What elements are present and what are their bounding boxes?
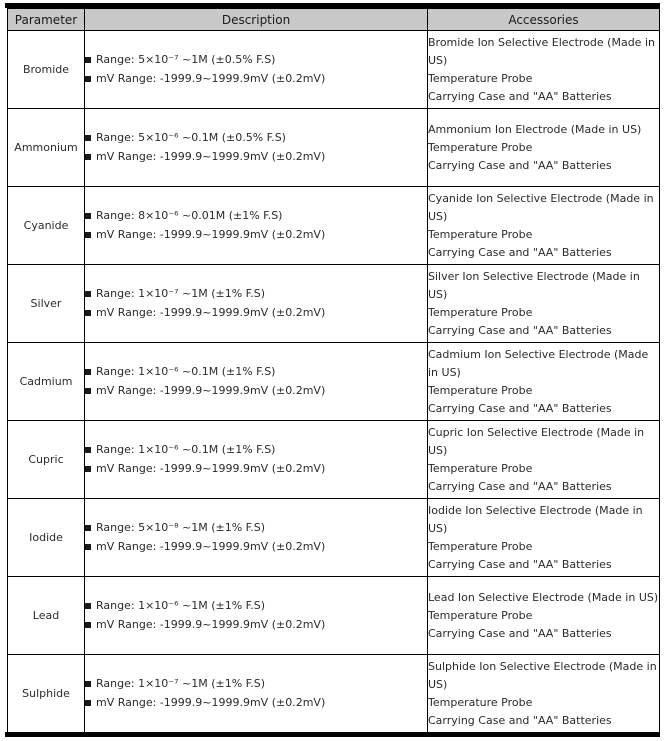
header-description: Description (85, 9, 428, 31)
accessory-item: Carrying Case and "AA" Batteries (428, 323, 612, 337)
bullet-square-icon (85, 232, 91, 238)
table-body (8, 31, 660, 733)
bottom-rule (5, 732, 660, 737)
accessory-item: Carrying Case and "AA" Batteries (428, 626, 612, 640)
bullet-square-icon (85, 135, 91, 141)
parameter-label: Ammonium (14, 141, 78, 154)
accessory-item: Silver Ion Selective Electrode (Made in US) (428, 269, 640, 301)
range-line (85, 521, 427, 535)
accessories-cell (428, 187, 660, 265)
accessory-item: Temperature Probe (428, 539, 533, 553)
mv-range-line (85, 306, 427, 320)
accessory-item: Temperature Probe (428, 695, 533, 709)
parameter-label: Cyanide (23, 219, 69, 232)
mv-range-line (85, 228, 427, 242)
accessory-item: Temperature Probe (428, 608, 533, 622)
parameter-label: Bromide (22, 63, 70, 76)
ise-spec-table (7, 8, 660, 733)
bullet-square-icon (85, 154, 91, 160)
parameter-cell (8, 421, 85, 499)
bullet-square-icon (85, 57, 91, 63)
mv-range-text: mV Range: -1999.9~1999.9mV (±0.2mV) (96, 306, 326, 319)
accessory-item: Lead Ion Selective Electrode (Made in US) (428, 590, 659, 604)
header-parameter: Parameter (8, 9, 85, 31)
range-text: Range: 5×10⁻⁶ ~0.1M (±0.5% F.S) (96, 131, 286, 144)
accessory-item: Carrying Case and "AA" Batteries (428, 158, 612, 172)
parameter-label: Lead (32, 609, 60, 622)
accessories-cell (428, 577, 660, 655)
bullet-square-icon (85, 291, 91, 297)
bullet-square-icon (85, 681, 91, 687)
range-line (85, 443, 427, 457)
bullet-square-icon (85, 700, 91, 706)
table-header-row (8, 9, 660, 31)
accessory-item: Carrying Case and "AA" Batteries (428, 713, 612, 727)
range-line (85, 287, 427, 301)
parameter-cell (8, 655, 85, 733)
bullet-square-icon (85, 447, 91, 453)
parameter-label: Sulphide (22, 687, 70, 700)
description-cell (85, 265, 428, 343)
parameter-cell (8, 187, 85, 265)
accessories-cell (428, 31, 660, 109)
mv-range-line (85, 462, 427, 476)
table-row (8, 577, 660, 655)
accessories-cell (428, 421, 660, 499)
mv-range-line (85, 540, 427, 554)
range-line (85, 677, 427, 691)
range-text: Range: 1×10⁻⁷ ~1M (±1% F.S) (96, 677, 265, 690)
accessory-item: Carrying Case and "AA" Batteries (428, 245, 612, 259)
bullet-square-icon (85, 525, 91, 531)
description-cell (85, 187, 428, 265)
table-row (8, 265, 660, 343)
parameter-cell (8, 499, 85, 577)
accessory-item: Temperature Probe (428, 461, 533, 475)
accessories-cell (428, 109, 660, 187)
mv-range-text: mV Range: -1999.9~1999.9mV (±0.2mV) (96, 462, 326, 475)
parameter-label: Cadmium (19, 375, 73, 388)
accessory-item: Temperature Probe (428, 71, 533, 85)
table-row (8, 187, 660, 265)
range-line (85, 599, 427, 613)
bullet-square-icon (85, 213, 91, 219)
mv-range-line (85, 150, 427, 164)
range-text: Range: 1×10⁻⁶ ~1M (±1% F.S) (96, 599, 265, 612)
accessory-item: Sulphide Ion Selective Electrode (Made in US) (428, 659, 657, 691)
range-line (85, 131, 427, 145)
mv-range-text: mV Range: -1999.9~1999.9mV (±0.2mV) (96, 228, 326, 241)
parameter-cell (8, 265, 85, 343)
accessory-item: Temperature Probe (428, 383, 533, 397)
accessory-item: Cupric Ion Selective Electrode (Made in US) (428, 425, 645, 457)
parameter-cell (8, 31, 85, 109)
range-text: Range: 5×10⁻⁸ ~1M (±1% F.S) (96, 521, 265, 534)
header-accessories: Accessories (428, 9, 660, 31)
table-row (8, 343, 660, 421)
range-text: Range: 5×10⁻⁷ ~1M (±0.5% F.S) (96, 53, 276, 66)
accessory-item: Cyanide Ion Selective Electrode (Made in US) (428, 191, 654, 223)
accessory-item: Carrying Case and "AA" Batteries (428, 557, 612, 571)
parameter-cell (8, 109, 85, 187)
parameter-label: Cupric (28, 453, 64, 466)
description-cell (85, 31, 428, 109)
table-row (8, 109, 660, 187)
range-text: Range: 1×10⁻⁷ ~1M (±1% F.S) (96, 287, 265, 300)
range-text: Range: 1×10⁻⁶ ~0.1M (±1% F.S) (96, 365, 276, 378)
accessory-item: Temperature Probe (428, 140, 533, 154)
range-text: Range: 1×10⁻⁶ ~0.1M (±1% F.S) (96, 443, 276, 456)
range-line (85, 209, 427, 223)
accessory-item: Carrying Case and "AA" Batteries (428, 89, 612, 103)
mv-range-text: mV Range: -1999.9~1999.9mV (±0.2mV) (96, 618, 326, 631)
bullet-square-icon (85, 76, 91, 82)
bullet-square-icon (85, 603, 91, 609)
table-row (8, 31, 660, 109)
table-row (8, 499, 660, 577)
description-cell (85, 655, 428, 733)
range-text: Range: 8×10⁻⁶ ~0.01M (±1% F.S) (96, 209, 283, 222)
accessory-item: Ammonium Ion Electrode (Made in US) (428, 122, 642, 136)
accessories-cell (428, 343, 660, 421)
accessories-cell (428, 265, 660, 343)
bullet-square-icon (85, 310, 91, 316)
accessories-cell (428, 655, 660, 733)
mv-range-text: mV Range: -1999.9~1999.9mV (±0.2mV) (96, 150, 326, 163)
description-cell (85, 421, 428, 499)
mv-range-line (85, 384, 427, 398)
mv-range-text: mV Range: -1999.9~1999.9mV (±0.2mV) (96, 384, 326, 397)
accessory-item: Temperature Probe (428, 305, 533, 319)
parameter-cell (8, 343, 85, 421)
mv-range-line (85, 618, 427, 632)
mv-range-text: mV Range: -1999.9~1999.9mV (±0.2mV) (96, 72, 326, 85)
description-cell (85, 499, 428, 577)
accessory-item: Bromide Ion Selective Electrode (Made in US) (428, 35, 655, 67)
parameter-label: Silver (30, 297, 62, 310)
accessory-item: Temperature Probe (428, 227, 533, 241)
bullet-square-icon (85, 544, 91, 550)
bullet-square-icon (85, 388, 91, 394)
mv-range-text: mV Range: -1999.9~1999.9mV (±0.2mV) (96, 540, 326, 553)
range-line (85, 53, 427, 67)
mv-range-text: mV Range: -1999.9~1999.9mV (±0.2mV) (96, 696, 326, 709)
bullet-square-icon (85, 369, 91, 375)
description-cell (85, 577, 428, 655)
parameter-cell (8, 577, 85, 655)
range-line (85, 365, 427, 379)
bullet-square-icon (85, 466, 91, 472)
description-cell (85, 109, 428, 187)
accessory-item: Carrying Case and "AA" Batteries (428, 401, 612, 415)
table-row (8, 421, 660, 499)
mv-range-line (85, 696, 427, 710)
bullet-square-icon (85, 622, 91, 628)
description-cell (85, 343, 428, 421)
accessory-item: Carrying Case and "AA" Batteries (428, 479, 612, 493)
accessories-cell (428, 499, 660, 577)
parameter-label: Iodide (29, 531, 63, 544)
mv-range-line (85, 72, 427, 86)
table-row (8, 655, 660, 733)
accessory-item: Cadmium Ion Selective Electrode (Made in US) (428, 347, 649, 379)
accessory-item: Iodide Ion Selective Electrode (Made in US) (428, 503, 643, 535)
